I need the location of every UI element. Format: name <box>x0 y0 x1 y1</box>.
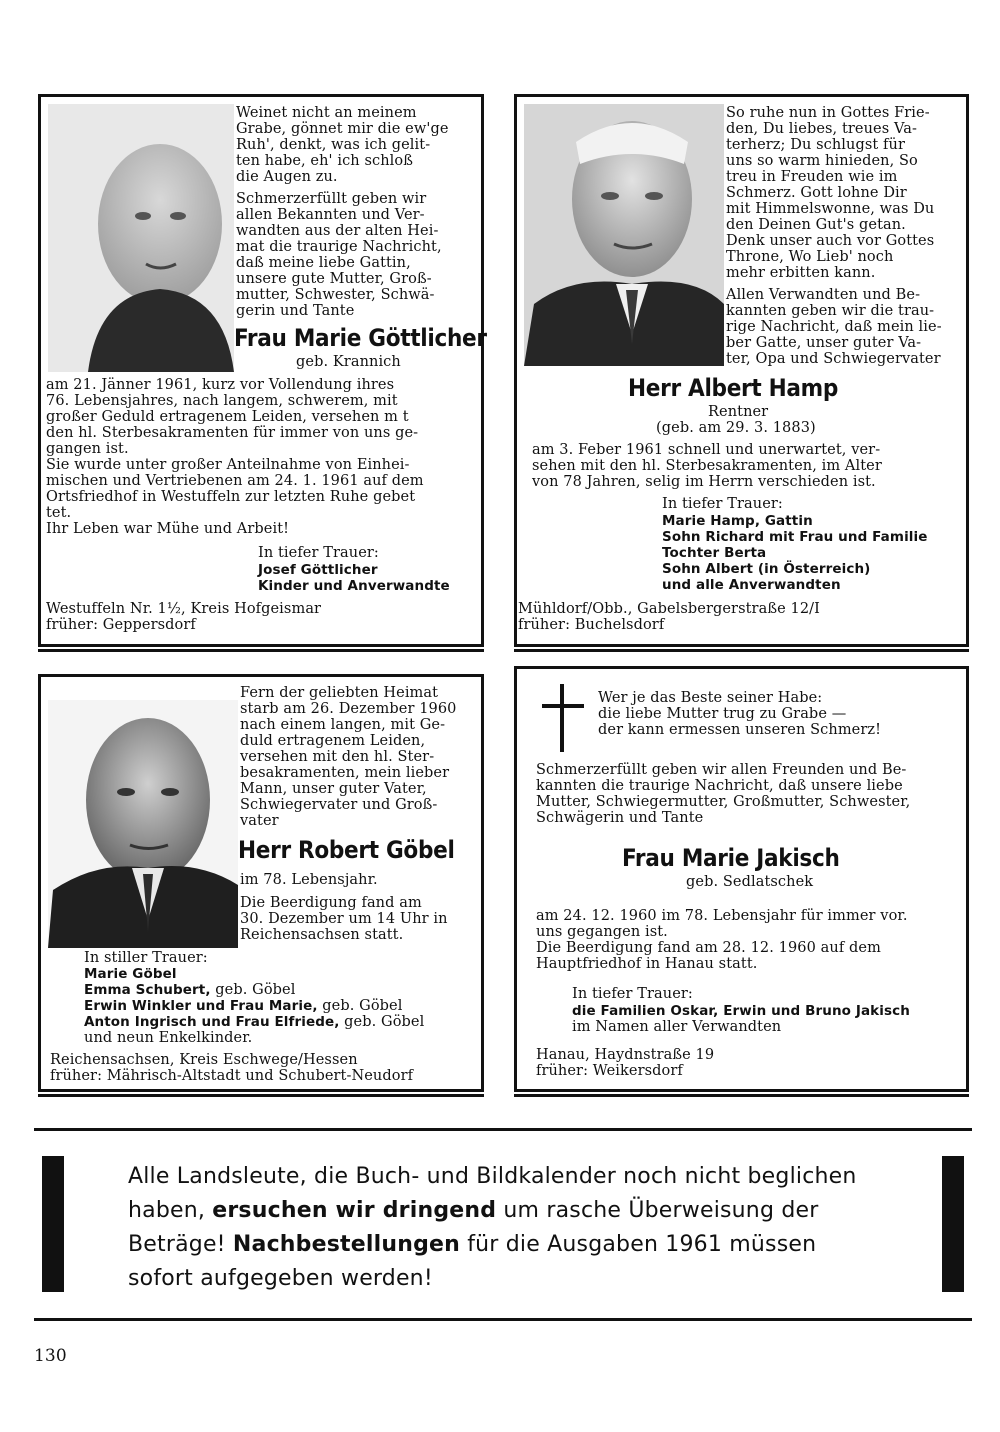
body-line: gangen ist. <box>46 441 129 457</box>
body-line: uns gegangen ist. <box>536 924 668 940</box>
verse-line: der kann ermessen unseren Schmerz! <box>598 722 882 738</box>
mourner-line: Sohn Richard mit Frau und Familie <box>662 529 928 545</box>
body-line: großer Geduld ertragenem Leiden, versehen m t <box>46 409 409 425</box>
banner-line: sofort aufgegeben werden! <box>128 1266 433 1291</box>
verse-line: die Augen zu. <box>236 169 338 185</box>
body-line: am 3. Feber 1961 schnell und unerwartet, ver- <box>532 442 881 458</box>
body-line: Hauptfriedhof in Hanau statt. <box>536 956 758 972</box>
mourning-label: In tiefer Trauer: <box>662 496 783 512</box>
mourner-line <box>84 998 402 1014</box>
banner-notice <box>128 1160 888 1296</box>
intro-line: Mann, unser guter Vater, <box>240 781 427 797</box>
residence: Westuffeln Nr. 1½, Kreis Hofgeismar <box>46 601 322 617</box>
intro-line: duld ertragenem Leiden, <box>240 733 426 749</box>
funeral-line: Reichensachsen statt. <box>240 927 404 943</box>
body-line: am 21. Jänner 1961, kurz vor Vollendung ihres <box>46 377 395 393</box>
portrait-marie-goettlicher <box>48 104 234 372</box>
body-line: am 24. 12. 1960 im 78. Lebensjahr für immer vor. <box>536 908 908 924</box>
banner-text-part: Beträge! <box>128 1232 233 1257</box>
banner-left-bar <box>42 1156 64 1292</box>
mourner-line: und alle Anverwandten <box>662 577 841 593</box>
mourner-line: Sohn Albert (in Österreich) <box>662 561 871 577</box>
portrait-robert-goebel <box>48 700 238 948</box>
verse-line: uns so warm hinieden, So <box>726 153 918 169</box>
intro-line: rige Nachricht, daß mein lie- <box>726 319 942 335</box>
mourner-name: Marie Göbel <box>84 966 177 982</box>
intro-line: vater <box>240 813 279 829</box>
mourning-label: In tiefer Trauer: <box>258 545 379 561</box>
maiden-name: geb. Sedlatschek <box>686 874 814 890</box>
birth-date: (geb. am 29. 3. 1883) <box>656 420 816 436</box>
banner-bottom-rule <box>34 1318 972 1321</box>
residence: Mühldorf/Obb., Gabelsbergerstraße 12/I <box>518 601 820 617</box>
verse-line: So ruhe nun in Gottes Frie- <box>726 105 930 121</box>
body-line: 76. Lebensjahres, nach langem, schwerem, mit <box>46 393 398 409</box>
mourner-name: Emma Schubert, <box>84 982 211 998</box>
mourning-label: In tiefer Trauer: <box>572 986 693 1002</box>
mourner-line: Kinder und Anverwandte <box>258 578 450 594</box>
body-line: Ihr Leben war Mühe und Arbeit! <box>46 521 290 537</box>
mourner-line: Josef Göttlicher <box>258 562 378 578</box>
verse-line: mehr erbitten kann. <box>726 265 876 281</box>
banner-right-bar <box>942 1156 964 1292</box>
intro-line: wandten aus der alten Hei- <box>236 223 439 239</box>
mourner-suffix: geb. Göbel <box>339 1014 425 1030</box>
mourner-line <box>84 982 295 998</box>
deceased-name: Frau Marie Jakisch <box>622 844 840 872</box>
mourner-line <box>84 966 177 982</box>
verse-line: ten habe, eh' ich schloß <box>236 153 413 169</box>
verse-line: Throne, Wo Lieb' noch <box>726 249 894 265</box>
verse-line: Ruh', denkt, was ich gelit- <box>236 137 431 153</box>
intro-line: unsere gute Mutter, Groß- <box>236 271 432 287</box>
mourner-suffix: geb. Göbel <box>317 998 403 1014</box>
banner-text-part: haben, <box>128 1198 213 1223</box>
funeral-line: 30. Dezember um 14 Uhr in <box>240 911 448 927</box>
page-number: 130 <box>34 1346 67 1366</box>
mourner-name: Erwin Winkler und Frau Marie, <box>84 998 318 1014</box>
intro-line: Schwiegervater und Groß- <box>240 797 438 813</box>
body-line: mischen und Vertriebenen am 24. 1. 1961 auf dem <box>46 473 424 489</box>
banner-emphasis: ersuchen wir dringend <box>212 1198 497 1223</box>
mourning-label: In stiller Trauer: <box>84 950 208 966</box>
body-line: sehen mit den hl. Sterbesakramenten, im Alter <box>532 458 882 474</box>
mourner-line <box>84 1014 424 1030</box>
banner-top-rule <box>34 1128 972 1131</box>
banner-text-part: für die Ausgaben 1961 müssen <box>460 1232 817 1257</box>
intro-line: gerin und Tante <box>236 303 355 319</box>
obituary-robert-goebel <box>38 674 484 1092</box>
verse-line: den Deinen Gut's getan. <box>726 217 906 233</box>
intro-line: ter, Opa und Schwiegervater <box>726 351 941 367</box>
obituary-marie-goettlicher <box>38 94 487 647</box>
residence: Hanau, Haydnstraße 19 <box>536 1047 715 1063</box>
intro-line: Allen Verwandten und Be- <box>726 287 921 303</box>
intro-line: kannten die traurige Nachricht, daß unsere liebe <box>536 778 903 794</box>
grandchildren: und neun Enkelkinder. <box>84 1030 253 1046</box>
verse-line: Denk unser auch vor Gottes <box>726 233 935 249</box>
body-line: Ortsfriedhof in Westuffeln zur letzten Ruhe gebet <box>46 489 416 505</box>
mourner-line: Marie Hamp, Gattin <box>662 513 813 529</box>
verse-line: terherz; Du schlugst für <box>726 137 905 153</box>
intro-line: Schmerzerfüllt geben wir <box>236 191 427 207</box>
banner-emphasis: Nachbestellungen <box>232 1232 461 1257</box>
former-home: früher: Buchelsdorf <box>518 617 665 633</box>
intro-line: ber Gatte, unser guter Va- <box>726 335 922 351</box>
intro-line: nach einem langen, mit Ge- <box>240 717 446 733</box>
former-home: früher: Geppersdorf <box>46 617 196 633</box>
banner-line <box>128 1194 888 1228</box>
intro-line: mutter, Schwester, Schwä- <box>236 287 435 303</box>
verse-line: Weinet nicht an meinem <box>236 105 417 121</box>
body-line: von 78 Jahren, selig im Herrn verschieden ist. <box>532 474 876 490</box>
intro-line: kannten geben wir die trau- <box>726 303 935 319</box>
verse-line: treu in Freuden wie im <box>726 169 898 185</box>
maiden-name: geb. Krannich <box>296 354 401 370</box>
residence: Reichensachsen, Kreis Eschwege/Hessen <box>50 1052 358 1068</box>
mourner-suffix: geb. Göbel <box>210 982 296 998</box>
intro-line: Schwägerin und Tante <box>536 810 704 826</box>
intro-line: besakramenten, mein lieber <box>240 765 450 781</box>
occupation: Rentner <box>708 404 769 420</box>
verse-line: Schmerz. Gott lohne Dir <box>726 185 907 201</box>
body-line: Die Beerdigung fand am 28. 12. 1960 auf dem <box>536 940 881 956</box>
banner-line <box>128 1228 888 1262</box>
body-line: tet. <box>46 505 72 521</box>
intro-line: allen Bekannten und Ver- <box>236 207 425 223</box>
cross-icon <box>538 684 588 752</box>
mourner-line: die Familien Oskar, Erwin und Bruno Jakisch <box>572 1003 910 1019</box>
intro-line: Schmerzerfüllt geben wir allen Freunden und Be- <box>536 762 907 778</box>
intro-line: starb am 26. Dezember 1960 <box>240 701 457 717</box>
deceased-name: Herr Robert Göbel <box>238 836 455 864</box>
deceased-name: Frau Marie Göttlicher <box>234 324 487 352</box>
intro-line: mat die traurige Nachricht, <box>236 239 442 255</box>
deceased-name: Herr Albert Hamp <box>628 374 839 402</box>
intro-line: Fern der geliebten Heimat <box>240 685 439 701</box>
others-line: im Namen aller Verwandten <box>572 1019 782 1035</box>
mourner-line: Tochter Berta <box>662 545 767 561</box>
obituary-marie-jakisch <box>514 666 969 1092</box>
obituary-albert-hamp <box>514 94 969 647</box>
verse-line: mit Himmelswonne, was Du <box>726 201 935 217</box>
body-line: Sie wurde unter großer Anteilnahme von Einhei- <box>46 457 410 473</box>
banner-line: Alle Landsleute, die Buch- und Bildkalender noch nicht beglichen <box>128 1164 857 1189</box>
former-home: früher: Mährisch-Altstadt und Schubert-Neudorf <box>50 1068 414 1084</box>
funeral-line: Die Beerdigung fand am <box>240 895 422 911</box>
mourner-name: Anton Ingrisch und Frau Elfriede, <box>84 1014 340 1030</box>
verse-line: die liebe Mutter trug zu Grabe — <box>598 706 847 722</box>
age: im 78. Lebensjahr. <box>240 872 378 888</box>
verse-line: Wer je das Beste seiner Habe: <box>598 690 823 706</box>
verse-line: den, Du liebes, treues Va- <box>726 121 917 137</box>
intro-line: versehen mit den hl. Ster- <box>240 749 435 765</box>
body-line: den hl. Sterbesakramenten für immer von uns ge- <box>46 425 419 441</box>
verse-line: Grabe, gönnet mir die ew'ge <box>236 121 449 137</box>
intro-line: daß meine liebe Gattin, <box>236 255 411 271</box>
former-home: früher: Weikersdorf <box>536 1063 683 1079</box>
intro-line: Mutter, Schwiegermutter, Großmutter, Schwester, <box>536 794 911 810</box>
banner-text-part: um rasche Überweisung der <box>496 1198 819 1223</box>
portrait-albert-hamp <box>524 104 724 366</box>
